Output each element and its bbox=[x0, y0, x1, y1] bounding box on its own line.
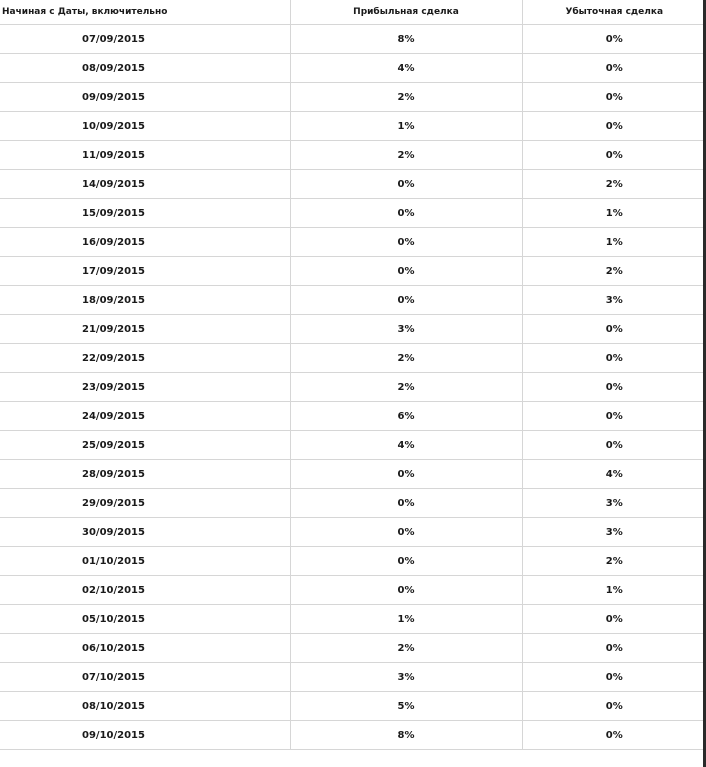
date-cell: 07/10/2015 bbox=[0, 663, 290, 692]
profit-cell: 4% bbox=[290, 54, 522, 83]
profit-cell: 8% bbox=[290, 25, 522, 54]
profit-cell: 0% bbox=[290, 460, 522, 489]
date-cell: 17/09/2015 bbox=[0, 257, 290, 286]
profit-cell: 2% bbox=[290, 634, 522, 663]
date-cell: 01/10/2015 bbox=[0, 547, 290, 576]
profit-cell: 5% bbox=[290, 692, 522, 721]
table-row bbox=[0, 547, 706, 576]
profit-cell: 1% bbox=[290, 112, 522, 141]
profit-cell: 2% bbox=[290, 373, 522, 402]
header-loss-trade: Убыточная сделка bbox=[522, 0, 706, 25]
table-row bbox=[0, 663, 706, 692]
loss-cell: 0% bbox=[522, 634, 706, 663]
loss-cell: 0% bbox=[522, 373, 706, 402]
loss-cell: 1% bbox=[522, 228, 706, 257]
table-row bbox=[0, 518, 706, 547]
table-row bbox=[0, 315, 706, 344]
table-body bbox=[0, 25, 706, 750]
table-row bbox=[0, 460, 706, 489]
loss-cell: 0% bbox=[522, 721, 706, 750]
profit-cell: 1% bbox=[290, 605, 522, 634]
profit-cell: 0% bbox=[290, 489, 522, 518]
date-cell: 22/09/2015 bbox=[0, 344, 290, 373]
profit-cell: 8% bbox=[290, 721, 522, 750]
date-cell: 16/09/2015 bbox=[0, 228, 290, 257]
loss-cell: 0% bbox=[522, 663, 706, 692]
profit-cell: 0% bbox=[290, 228, 522, 257]
date-cell: 14/09/2015 bbox=[0, 170, 290, 199]
date-cell: 11/09/2015 bbox=[0, 141, 290, 170]
date-cell: 08/10/2015 bbox=[0, 692, 290, 721]
loss-cell: 2% bbox=[522, 547, 706, 576]
loss-cell: 0% bbox=[522, 605, 706, 634]
profit-cell: 0% bbox=[290, 576, 522, 605]
loss-cell: 0% bbox=[522, 692, 706, 721]
profit-cell: 6% bbox=[290, 402, 522, 431]
table-row bbox=[0, 286, 706, 315]
table-row bbox=[0, 634, 706, 663]
loss-cell: 0% bbox=[522, 25, 706, 54]
loss-cell: 0% bbox=[522, 54, 706, 83]
loss-cell: 1% bbox=[522, 576, 706, 605]
loss-cell: 0% bbox=[522, 315, 706, 344]
loss-cell: 0% bbox=[522, 344, 706, 373]
date-cell: 02/10/2015 bbox=[0, 576, 290, 605]
table-row bbox=[0, 257, 706, 286]
table-row bbox=[0, 199, 706, 228]
date-cell: 28/09/2015 bbox=[0, 460, 290, 489]
loss-cell: 0% bbox=[522, 83, 706, 112]
profit-cell: 2% bbox=[290, 83, 522, 112]
date-cell: 18/09/2015 bbox=[0, 286, 290, 315]
date-cell: 06/10/2015 bbox=[0, 634, 290, 663]
table-row bbox=[0, 431, 706, 460]
date-cell: 21/09/2015 bbox=[0, 315, 290, 344]
table-row bbox=[0, 83, 706, 112]
loss-cell: 0% bbox=[522, 141, 706, 170]
profit-cell: 2% bbox=[290, 344, 522, 373]
date-cell: 09/09/2015 bbox=[0, 83, 290, 112]
profit-cell: 4% bbox=[290, 431, 522, 460]
profit-cell: 0% bbox=[290, 286, 522, 315]
loss-cell: 2% bbox=[522, 257, 706, 286]
profit-cell: 0% bbox=[290, 257, 522, 286]
table-row bbox=[0, 605, 706, 634]
profit-cell: 0% bbox=[290, 170, 522, 199]
profit-cell: 0% bbox=[290, 199, 522, 228]
table-row bbox=[0, 402, 706, 431]
date-cell: 25/09/2015 bbox=[0, 431, 290, 460]
profit-cell: 0% bbox=[290, 518, 522, 547]
table-row bbox=[0, 170, 706, 199]
table-row bbox=[0, 692, 706, 721]
date-cell: 15/09/2015 bbox=[0, 199, 290, 228]
header-profit-trade: Прибыльная сделка bbox=[290, 0, 522, 25]
loss-cell: 2% bbox=[522, 170, 706, 199]
table-header bbox=[0, 0, 706, 25]
profit-cell: 2% bbox=[290, 141, 522, 170]
table-row bbox=[0, 489, 706, 518]
loss-cell: 1% bbox=[522, 199, 706, 228]
date-cell: 23/09/2015 bbox=[0, 373, 290, 402]
loss-cell: 0% bbox=[522, 112, 706, 141]
loss-cell: 3% bbox=[522, 518, 706, 547]
table-row bbox=[0, 25, 706, 54]
profit-cell: 0% bbox=[290, 547, 522, 576]
loss-cell: 3% bbox=[522, 489, 706, 518]
table-row bbox=[0, 576, 706, 605]
loss-cell: 0% bbox=[522, 431, 706, 460]
date-cell: 09/10/2015 bbox=[0, 721, 290, 750]
header-row bbox=[0, 0, 706, 25]
table-row bbox=[0, 54, 706, 83]
table-row bbox=[0, 721, 706, 750]
header-date: Начиная с Даты, включительно bbox=[0, 0, 290, 25]
date-cell: 24/09/2015 bbox=[0, 402, 290, 431]
table-row bbox=[0, 228, 706, 257]
table-row bbox=[0, 373, 706, 402]
date-cell: 10/09/2015 bbox=[0, 112, 290, 141]
loss-cell: 0% bbox=[522, 402, 706, 431]
loss-cell: 4% bbox=[522, 460, 706, 489]
table-row bbox=[0, 112, 706, 141]
date-cell: 07/09/2015 bbox=[0, 25, 290, 54]
loss-cell: 3% bbox=[522, 286, 706, 315]
date-cell: 29/09/2015 bbox=[0, 489, 290, 518]
table-row bbox=[0, 141, 706, 170]
date-cell: 08/09/2015 bbox=[0, 54, 290, 83]
profit-cell: 3% bbox=[290, 315, 522, 344]
date-cell: 05/10/2015 bbox=[0, 605, 290, 634]
table-row bbox=[0, 344, 706, 373]
date-cell: 30/09/2015 bbox=[0, 518, 290, 547]
profit-cell: 3% bbox=[290, 663, 522, 692]
